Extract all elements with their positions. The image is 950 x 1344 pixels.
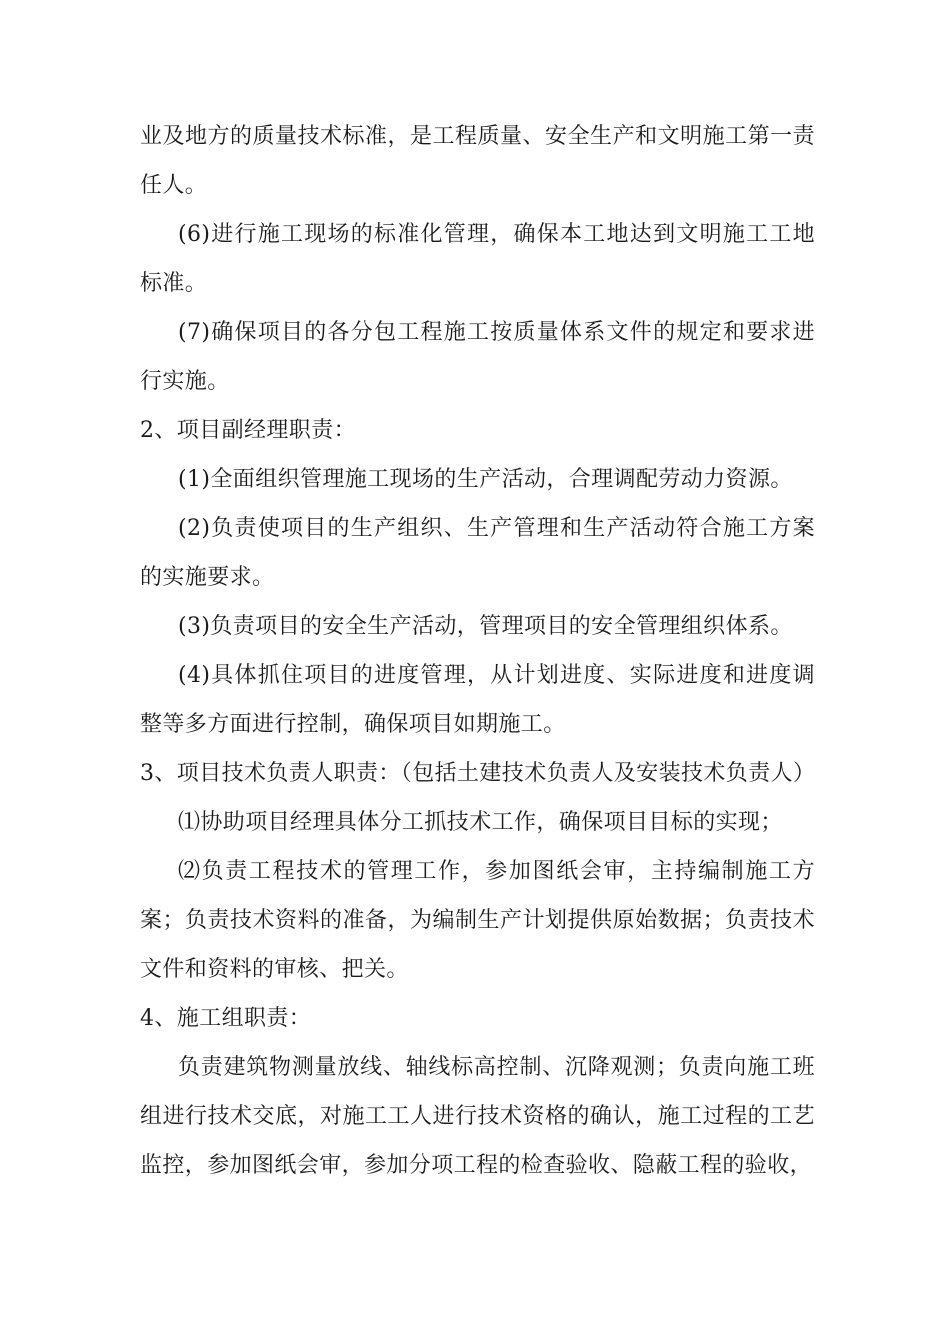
paragraph: (4)具体抓住项目的进度管理，从计划进度、实际进度和进度调整等多方面进行控制，确保项目如期施工。 <box>140 663 815 737</box>
paragraph: (7)确保项目的各分包工程施工按质量体系文件的规定和要求进行实施。 <box>140 320 815 394</box>
paragraph: ⑴协助项目经理具体分工抓技术工作，确保项目目标的实现； <box>178 810 783 835</box>
section-heading: 3、项目技术负责人职责：（包括土建技术负责人及安装技术负责人） <box>140 761 816 786</box>
paragraph: (6)进行施工现场的标准化管理，确保本工地达到文明施工工地标准。 <box>140 222 815 296</box>
section-heading: 4、施工组职责： <box>140 1006 312 1031</box>
paragraph: 负责建筑物测量放线、轴线标高控制、沉降观测；负责向施工班组进行技术交底，对施工工人进行技术资格的确认，施工过程的工艺监控，参加图纸会审，参加分项工程的检查验收、隐蔽工程的验收， <box>140 1055 815 1178</box>
paragraph: ⑵负责工程技术的管理工作，参加图纸会审，主持编制施工方案；负责技术资料的准备，为编制生产计划提供原始数据；负责技术文件和资料的审核、把关。 <box>140 859 815 982</box>
paragraph: 业及地方的质量技术标准，是工程质量、安全生产和文明施工第一责任人。 <box>140 124 815 198</box>
paragraph: (3)负责项目的安全生产活动，管理项目的安全管理组织体系。 <box>178 614 793 639</box>
section-heading: 2、项目副经理职责： <box>140 418 356 443</box>
paragraph: (2)负责使项目的生产组织、生产管理和生产活动符合施工方案的实施要求。 <box>140 516 815 590</box>
document-body <box>140 112 815 1190</box>
paragraph: (1)全面组织管理施工现场的生产活动，合理调配劳动力资源。 <box>178 467 793 492</box>
